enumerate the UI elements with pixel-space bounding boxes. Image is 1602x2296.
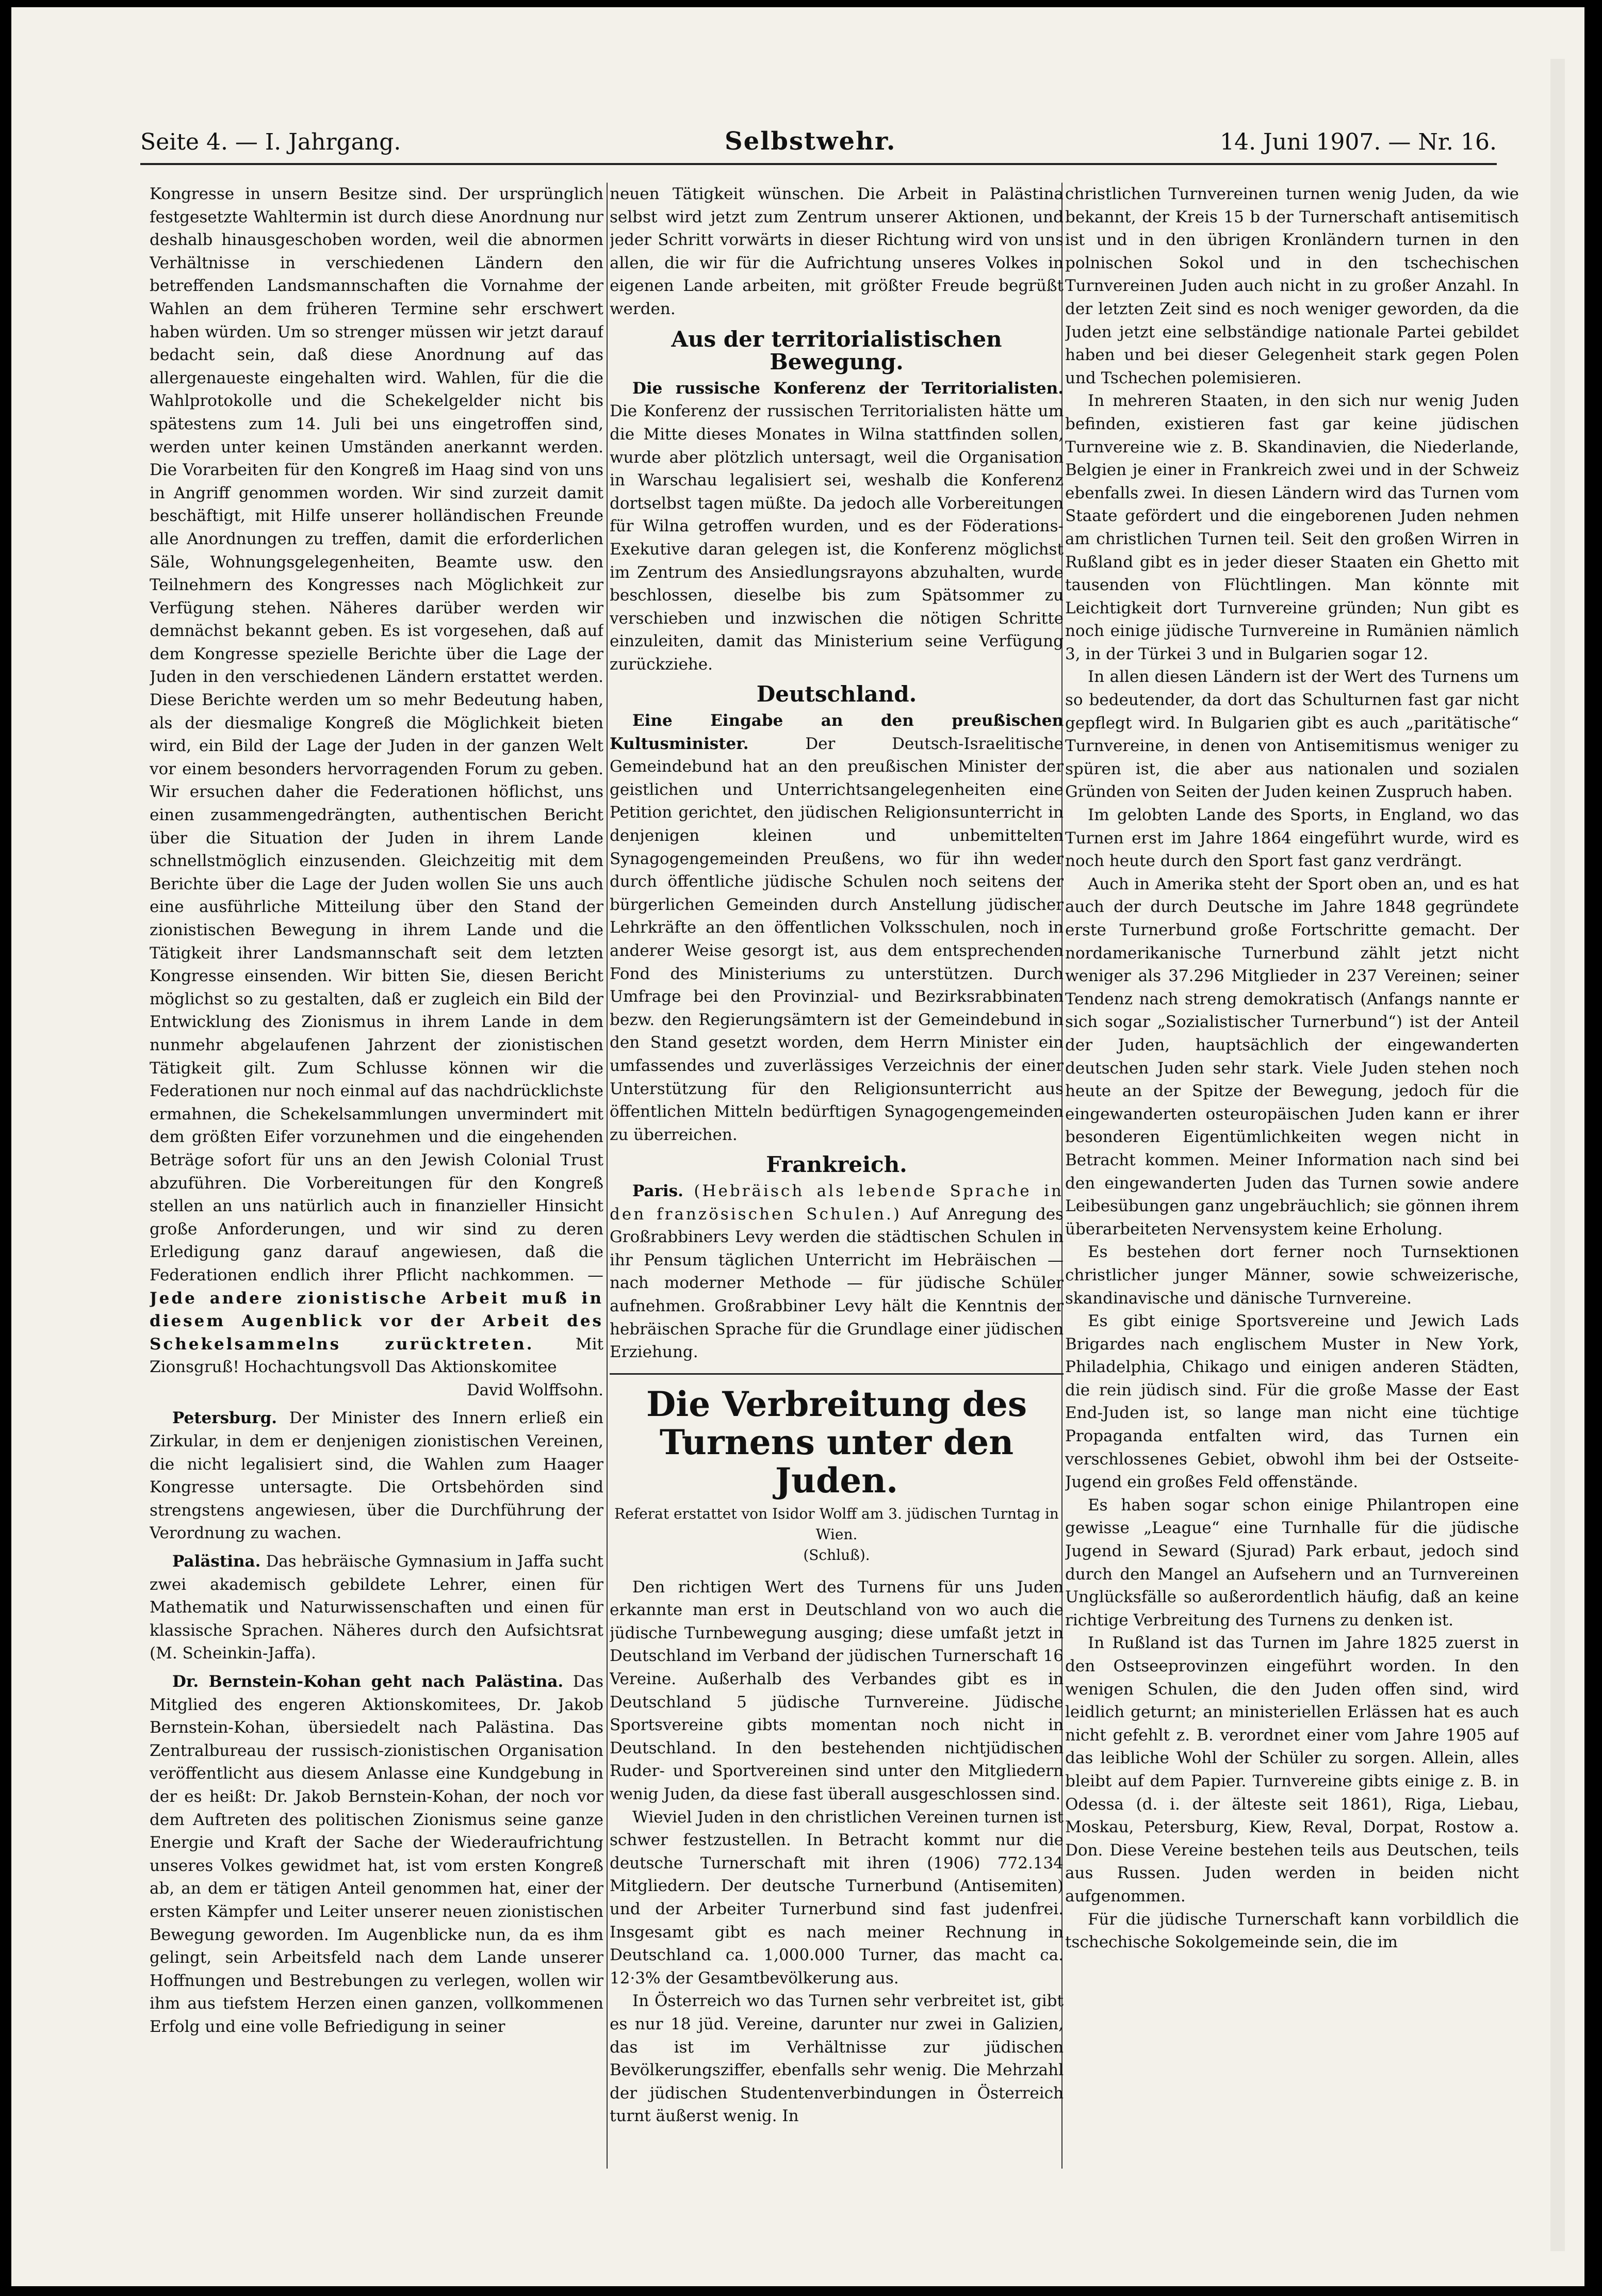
paragraph: Es haben sogar schon einige Philantropen eine gewisse „League“ eine Turnhalle für die jüdische Jugend in Seward (Sjurad) Park erbaut, jedoch sind durch den Mangel an Aufsehern und an Turnvereinen Unglücksfälle so außerordentlich häufig, daß an keine richtige Verbreitung des Turnens zu denken ist. [1065,1495,1519,1630]
paragraph: In mehreren Staaten, in den sich nur wenig Juden befinden, existieren fast gar keine jüdischen Turnvereine wie z. B. Skandinavien, die Niederlande, Belgien je einer in Frankreich zwei und in der Schweiz ebenfalls zwei. In diesen Ländern wird das Turnen vom Staate gefördert und die eingeborenen Juden nehmen am christlichen Turnen teil. Seit den großen Wirren in Rußland gibt es in jeder dieser Staaten ein Ghetto mit tausenden von Flüchtlingen. Man könnte mit Leichtigkeit dort Turnvereine gründen; Nun gibt es noch einige jüdische Turnvereine in Rumänien nämlich 3, in der Türkei 3 und in Bulgarien sogar 12. [1065,392,1519,663]
paragraph: Für die jüdische Turnerschaft kann vorbildlich die tschechische Sokolgemeinde sein, die im [1065,1910,1519,1952]
article-subheading: (Hebräisch als lebende Sprache in den französischen Schulen.) [610,1181,1064,1224]
paragraph: Auf Anregung des Großrabbiners Levy werden die städtischen Schulen in ihr Pensum täglichen Unterricht im Hebräischen — nach moderner Methode — für jüdische Schüler aufnehmen. Großrabbiner Levy hält die Kenntnis der hebräischen Sprache für die Grundlage einer jüdischen Erziehung. [610,1204,1064,1362]
masthead: Selbstwehr. [724,127,896,156]
signature: David Wolffsohn. [466,1380,603,1399]
header-left: Seite 4. — I. Jahrgang. [140,129,401,155]
paragraph: Wieviel Juden in den christlichen Vereinen turnen ist schwer festzustellen. In Betracht kommt nur die deutsche Turnerschaft mit ihren (1906) 772.134 Mitgliedern. Der deutsche Turnerbund (Antisemiten) und der Arbeiter Turnerbund sind fast judenfrei. Insgesamt gibt es nach meiner Rechnung in Deutschland ca. 1,000.000 Turner, das macht ca. 12·3% der Gesamtbevölkerung aus. [610,1808,1064,1988]
paragraph: In Rußland ist das Turnen im Jahre 1825 zuerst in den Ostseeprovinzen eingeführt worden. In den wenigen Schulen, die den Juden offen sind, wird leidlich geturnt; an ministeriellen Erlässen hat es auch nicht gefehlt z. B. verordnet einer vom Jahre 1905 auf das leibliche Wohl der Schüler zu sorgen. Allein, alles bleibt auf dem Papier. Turnvereine gibts einige z. B. in Odessa (d. i. der älteste seit 1861), Riga, Liebau, Moskau, Petersburg, Kiew, Reval, Dorpat, Rostow a. Don. Diese Vereine bestehen teils aus Deutschen, teils aus Russen. Juden werden in beiden nicht aufgenommen. [1065,1634,1519,1906]
newspaper-page [11,7,1584,2286]
article-bernstein [150,1670,603,2039]
emphasis-text: Jede andere zionistische Arbeit muß in diesem Augenblick vor der Arbeit des Schekelsammelns zurücktreten. [150,1289,603,1354]
article-heading: Die russische Konferenz der Territorialisten. [632,379,1064,398]
paragraph: neuen Tätigkeit wünschen. Die Arbeit in Palästina selbst wird jetzt zum Zentrum unserer Aktionen, und jeder Schritt vorwärts in dieser Richtung wird von uns allen, die wir für die Aufrichtung unseres Volkes in eigenen Lande arbeiten, mit größter Freude begrüßt werden. [610,185,1064,318]
article-heading: Eine Eingabe an den preußischen Kultusminister. [610,711,1064,753]
article-text [150,183,603,1379]
feature-byline [610,1504,1064,1566]
paragraph: Die Konferenz der russischen Territorialisten hätte um die Mitte dieses Monates in Wilna stattfinden sollen, wurde aber plötzlich untersagt, weil die Organisation in Warschau legalisiert sei, weshalb die Konferenz dortselbst tagen müßte. Da jedoch alle Vorbereitungen für Wilna getroffen wurden, und es der Föderations-Exekutive daran gelegen ist, die Konferenz möglichst im Zentrum des Ansiedlungsrayons abzuhalten, wurde beschlossen, dieselbe bis zum Spätsommer zu verschieben und inzwischen die nötigen Schritte einzuleiten, damit das Ministerium seine Verfügung zurückziehe. [610,402,1064,674]
paragraph: Der Minister des Innern erließ ein Zirkular, in dem er denjenigen zionistischen Vereinen, die nicht legalisiert sind, die Wahlen zum Haager Kongresse untersagte. Die Ortsbehörden sind strengstens angewiesen, über die Durchführung der Verordnung zu wachen. [150,1409,603,1543]
article-paris [610,1180,1064,1364]
article-palaestina [150,1550,603,1665]
article-heading: Palästina. [172,1552,261,1571]
article-heading: Petersburg. [172,1409,277,1428]
paragraph: Kongresse in unsern Besitze sind. Der ursprünglich festgesetzte Wahltermin ist durch diese Anordnung nur deshalb hinausgeschoben worden, weil die abnormen Verhältnisse in verschiedenen Ländern den betreffenden Landsmannschaften die Vornahme der Wahlen an dem früheren Termine sehr erschwert haben würden. Um so strenger müssen wir jetzt darauf bedacht sein, daß diese Anordnung auf das allergenaueste eingehalten wird. Wahlen, für die die Wahlprotokolle und die Schekelgelder nicht bis spätestens zum 14. Juli bei uns eingetroffen sind, werden unter keinen Umständen anerkannt werden. Die Vorarbeiten für den Kongreß im Haag sind von uns in Angriff genommen worden. Wir sind zurzeit damit beschäftigt, mit Hilfe unserer holländischen Freunde alle Anordnungen zu treffen, damit die erforderlichen Säle, Wohnungsgelegenheiten, Beamte usw. den Teilnehmern des Kongresses nach Möglichkeit zur Verfügung stehen. Näheres darüber werden wir demnächst bekannt geben. Es ist vorgesehen, daß auf dem Kongresse spezielle Berichte über die Lage der Juden in den verschiedenen Ländern erstattet werden. Diese Berichte werden um so mehr Bedeutung haben, als der diesmalige Kongreß die Möglichkeit bieten wird, ein Bild der Lage der Juden in der ganzen Welt vor einem besonders hervorragenden Forum zu geben. Wir ersuchen daher die Federationen höflichst, uns einen zusammengedrängten, authentischen Bericht über die Situation der Juden in ihrem Lande schnellstmöglich einzusenden. Gleichzeitig mit dem Berichte über die Lage der Juden wollen Sie uns auch eine ausführliche Mitteilung über den Stand der zionistischen Bewegung in ihrem Lande und die Tätigkeit ihrer Landsmannschaft seit dem letzten Kongresse einsenden. Wir bitten Sie, diesen Bericht möglichst so zu gestalten, daß er zugleich ein Bild der Entwicklung des Zionismus in ihrem Lande in dem nunmehr abgelaufenen Jahrzent der zionistischen Tätigkeit gilt. Zum Schlusse können wir die Federationen nur noch einmal auf das nachdrücklichste ermahnen, die Schekelsammlungen unvermindert mit dem größten Eifer vorzunehmen und die eingehenden Beträge sofort für uns an den Jewish Colonial Trust abzuführen. Die Vorbereitungen für den Kongreß stellen an uns natürlich auch in finanzieller Hinsicht große Anforderungen, und wir sind zu deren Erledigung ganz darauf angewiesen, daß die Federationen endlich ihrer Pflicht nachkommen. — [150,185,603,1284]
feature-title: Die Verbreitung des Turnens unter den Juden. [646,1383,1027,1501]
article-eingabe [610,709,1064,1146]
byline-note: (Schluß). [803,1546,870,1564]
paragraph: Im gelobten Lande des Sports, in England, wo das Turnen erst im Jahre 1864 eingeführt wurde, wird es noch heute durch den Sport fast ganz verdrängt. [1065,806,1519,871]
separator-rule [610,1373,1064,1375]
section-title: Frankreich. [766,1152,907,1178]
paragraph: Mit Zionsgruß! Hochachtungsvoll Das Aktionskomitee [150,1334,603,1377]
paragraph: Das hebräische Gymnasium in Jaffa sucht zwei akademisch gebildete Lehrer, einen für Mathematik und Naturwissenschaften und einen für klassische Sprachen. Näheres durch den Aufsichtsrat (M. Scheinkin-Jaffa). [150,1552,603,1663]
paragraph: Auch in Amerika steht der Sport oben an, und es hat auch der durch Deutsche im Jahre 1848 gegründete erste Turnerbund große Fortschritte gemacht. Der nordamerikanische Turnerbund zählt jetzt nicht weniger als 37.296 Mitglieder in 237 Vereinen; seiner Tendenz nach streng demokratisch (Anfangs nannte er sich sogar „Sozialistischer Turnerbund“) ist der Anteil der Juden, hauptsächlich der eingewanderten deutschen Juden sehr stark. Viele Juden stehen noch heute an der Spitze der Bewegung, jedoch für die eingewanderten osteuropäischen Juden kann er ihrer besonderen Eigentümlichkeiten wegen nicht in Betracht kommen. Meiner Information nach sind bei den eingewanderten Juden das Turnen sowie andere Leibesübungen ganz ungebräuchlich; sie gönnen ihrem überarbeiteten Nervensystem keine Erholung. [1065,874,1519,1239]
paragraph: In Österreich wo das Turnen sehr verbreitet ist, gibt es nur 18 jüd. Vereine, darunter nur zwei in Galizien, das ist im Verhältnisse zur jüdischen Bevölkerungsziffer, ebenfalls sehr wenig. Die Mehrzahl der jüdischen Studentenverbindungen in Österreich turnt äußerst wenig. In [610,1992,1064,2126]
byline-text: Referat erstattet von Isidor Wolff am 3. jüdischen Turntag in Wien. [614,1505,1059,1543]
paragraph: christlichen Turnvereinen turnen wenig Juden, da wie bekannt, der Kreis 15 b der Turnerschaft antisemitisch ist und in den übrigen Kronländern turnen in den polnischen Sokol und in den tschechischen Turnvereinen Juden auch nicht in zu großer Anzahl. In der letzten Zeit sind es noch weniger geworden, da die Juden jetzt eine selbständige nationale Partei gebildet haben und bei dieser Gelegenheit stark gegen Polen und Tschechen polemisieren. [1065,185,1519,387]
paragraph: Das Mitglied des engeren Aktionskomitees, Dr. Jakob Bernstein-Kohan, übersiedelt nach Palästina. Das Zentralbureau der russisch-zionistischen Organisation veröffentlicht aus diesem Anlasse eine Kundgebung in der es heißt: Dr. Jakob Bernstein-Kohan, der noch vor dem Auftreten des politischen Zionismus seine ganze Energie und Kraft der Sache der Wiederaufrichtung unseres Volkes gewidmet hat, ist vom ersten Kongreß ab, an dem er tätigen Anteil genommen hat, einer der ersten Kämpfer und Leiter unserer neuen zionistischen Bewegung geworden. Im Augenblicke nun, da es ihm gelingt, sein Arbeitsfeld nach dem Lande unserer Hoffnungen und Bestrebungen zu verlegen, wollen wir ihm aus tiefstem Herzen einen ganzen, vollkommenen Erfolg und eine volle Befriedigung in seiner [150,1672,603,2036]
article-petersburg [150,1407,603,1545]
paragraph: In allen diesen Ländern ist der Wert des Turnens um so bedeutender, da dort das Schulturnen fast gar nicht gepflegt wird. In Bulgarien gibt es auch „paritätische“ Turnvereine, in denen von Antisemitismus weniger zu spüren ist, die aber aus nationalen und sozialen Gründen von Seiten der Juden keinen Zuspruch haben. [1065,667,1519,802]
column-2 [610,183,1064,2158]
paragraph: Den richtigen Wert des Turnens für uns Juden erkannte man erst in Deutschland von wo auch die jüdische Turnbewegung ausging; diese umfaßt jetzt in Deutschland im Verband der jüdischen Turnerschaft 16 Vereine. Außerhalb des Verbandes gibt es in Deutschland 5 jüdische Turnvereine. Jüdische Sportsvereine gibts momentan noch nicht in Deutschland. In den bestehenden nichtjüdischen Ruder- und Sportvereinen sind unter den Mitgliedern wenig Juden, da diese fast überall ausgeschlossen sind. [610,1577,1064,1804]
page-edge [1550,59,1565,2251]
paragraph: Es bestehen dort ferner noch Turnsektionen christlicher junger Männer, sowie schweizerische, skandinavische und dänische Turnvereine. [1065,1243,1519,1308]
column-1 [150,183,603,2158]
section-title: Aus der territorialistischen Bewegung. [671,326,1002,375]
page-header [140,127,1497,165]
article-territorialisten [610,377,1064,676]
column-3 [1065,183,1519,2158]
paragraph: Der Deutsch-Israelitische Gemeindebund hat an den preußischen Minister der geistlichen und Unterrichtsangelegenheiten eine Petition gerichtet, den jüdischen Religionsunterricht in denjenigen kleinen und unbemittelten Synagogengemeinden Preußens, wo für ihn weder durch öffentliche jüdische Schulen noch seitens der bürgerlichen Gemeinden durch Anstellung jüdischer Lehrkräfte an den öffentlichen Volksschulen, noch in anderer Weise gesorgt ist, aus dem entsprechenden Fond des Ministeriums zu unterstützen. Durch Umfrage bei den Provinzial- und Bezirksrabbinaten bezw. den Regierungsämtern ist der Gemeindebund in den Stand gesetzt worden, dem Herrn Minister ein umfassendes und zuverlässiges Verzeichnis der einer Unterstützung für den Religionsunterricht aus öffentlichen Mitteln bedürftigen Synagogengemeinden zu überreichen. [610,734,1064,1144]
article-heading: Paris. [632,1181,683,1200]
article-heading: Dr. Bernstein-Kohan geht nach Palästina. [172,1672,564,1691]
header-right: 14. Juni 1907. — Nr. 16. [1220,129,1497,155]
column-divider [607,183,608,2169]
paragraph: Es gibt einige Sportsvereine und Jewich Lads Brigardes nach englischem Muster in New York, Philadelphia, Chikago und einigen anderen Städten, die rein jüdisch sind. Für die große Masse der East End-Juden ist, so lange man nicht eine tüchtige Propaganda entfalten wird, das Turnen ein verschlossenes Gebiet, obwohl ihm bei der Ostseite-Jugend ein großes Feld offenstände. [1065,1312,1519,1492]
section-title: Deutschland. [756,681,917,707]
